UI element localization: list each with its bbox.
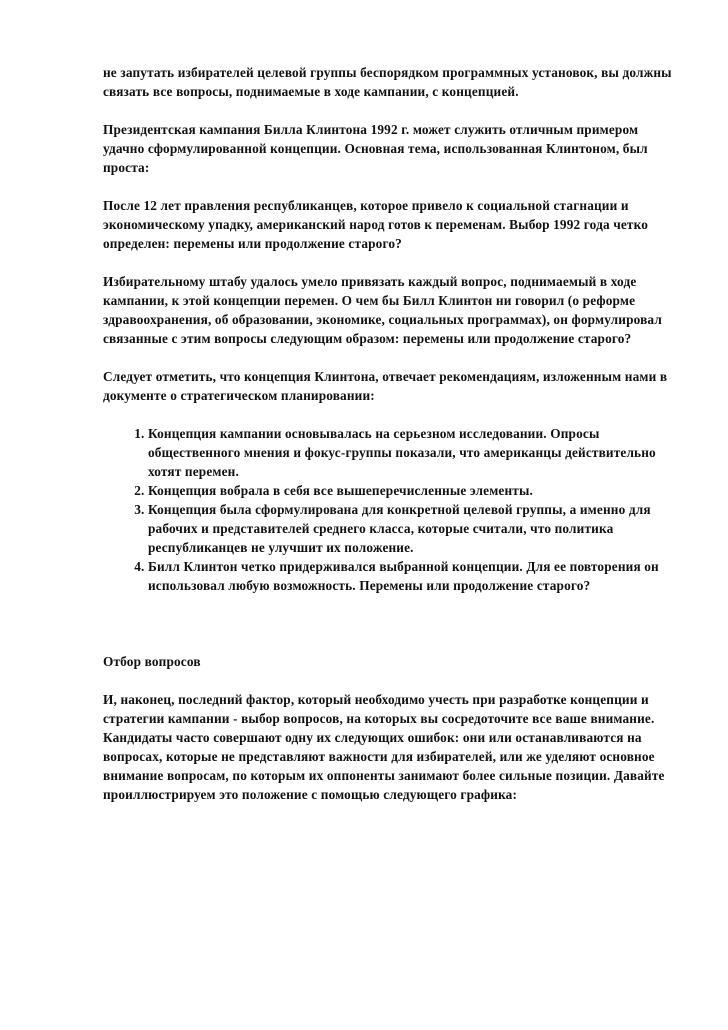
paragraph-intro-continuation: не запутать избирателей целевой группы беспорядком программных установок, вы должны связать все вопросы, поднимаемые в ходе кампании, с концепцией. [103, 65, 672, 99]
list-item: 3. Концепция была сформулирована для конкретной целевой группы, а именно для рабочих и представителей среднего класса, которые считали, что политика республиканцев не улучшит их положение. [148, 500, 683, 557]
paragraph-issue-selection: И, наконец, последний фактор, который необходимо учесть при разработке концепции и стратегии кампании - выбор вопросов, на которых вы сосредоточите все ваше внимание. Кандидаты часто совершают одну их следующих ошибок: они или останавливаются на вопросах, которые не представляют важности для избирателей, или же уделяют основное внимание вопросам, по которым их оппоненты занимают более сильные позиции. Давайте проиллюстрируем это положение с помощью следующего графика: [103, 692, 665, 802]
document-page [103, 63, 683, 823]
paragraph-campaign-staff: Избирательному штабу удалось умело привязать каждый вопрос, поднимаемый в ходе кампании, к этой концепции перемен. О чем бы Билл Клинтон ни говорил (о реформе здравоохранения, об образовании, экономике, социальных программах), он формулировал связанные с этим вопросы следующим образом: перемены или продолжение старого? [103, 274, 662, 346]
list-item: 4. Билл Клинтон четко придерживался выбранной концепции. Для ее повторения он использовал любую возможность. Перемены или продолжение старого? [148, 557, 683, 595]
list-item: 2. Концепция вобрала в себя все вышеперечисленные элементы. [148, 481, 683, 500]
section-spacer [103, 614, 683, 652]
paragraph-recommendations: Следует отметить, что концепция Клинтона, отвечает рекомендациям, изложенным нами в документе о стратегическом планировании: [103, 369, 668, 403]
concept-list [103, 424, 683, 595]
section-heading: Отбор вопросов [103, 654, 201, 669]
paragraph-clinton-campaign: Президентская кампания Билла Клинтона 1992 г. может служить отличным примером удачно сформулированной концепции. Основная тема, использованная Клинтоном, был проста: [103, 122, 648, 175]
list-item: 1. Концепция кампании основывалась на серьезном исследовании. Опросы общественного мнения и фокус-группы показали, что американцы действительно хотят перемен. [148, 424, 683, 481]
paragraph-campaign-theme: После 12 лет правления республиканцев, которое привело к социальной стагнации и экономическому упадку, американский народ готов к переменам. Выбор 1992 года четко определен: перемены или продолжение старого? [103, 198, 649, 251]
